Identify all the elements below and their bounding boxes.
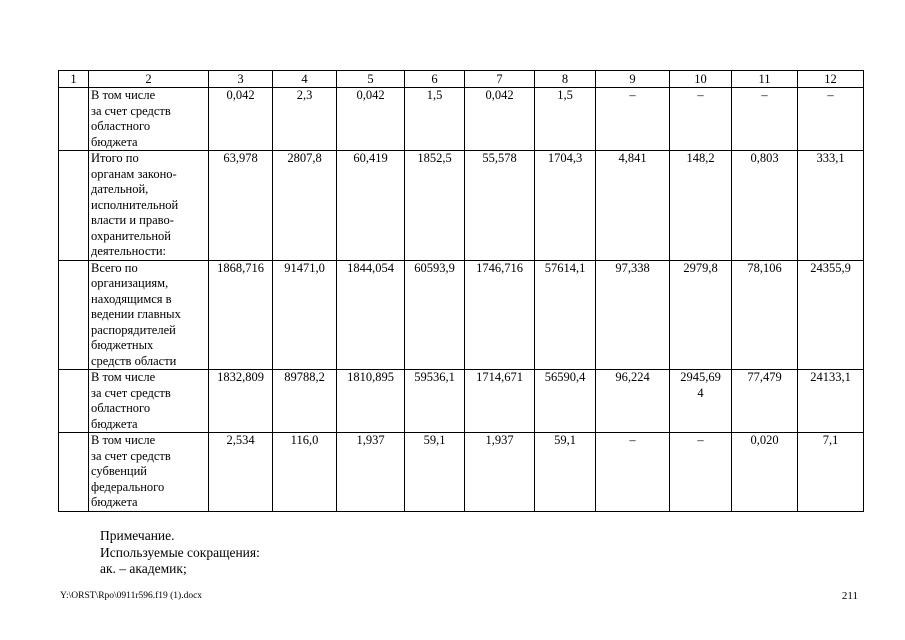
value-cell: 1844,054 — [337, 260, 405, 370]
row-label: В том числе за счет средств областного бюджета — [89, 88, 209, 151]
note-abbreviations-heading: Используемые сокращения: — [100, 544, 260, 560]
table-row — [59, 151, 864, 261]
value-cell: 91471,0 — [273, 260, 337, 370]
value-cell: – — [798, 88, 864, 151]
row-label: В том числе за счет средств субвенций федерального бюджета — [89, 433, 209, 512]
row-number-cell — [59, 260, 89, 370]
value-cell: 59,1 — [535, 433, 596, 512]
column-number: 9 — [596, 71, 670, 88]
row-label: Итого по органам законо- дательной, исполнительной власти и право- охранительной деятельности: — [89, 151, 209, 261]
table-row — [59, 370, 864, 433]
table-row — [59, 88, 864, 151]
value-cell: 2945,69 4 — [670, 370, 732, 433]
value-cell: 89788,2 — [273, 370, 337, 433]
value-cell: 2979,8 — [670, 260, 732, 370]
value-cell: 59,1 — [405, 433, 465, 512]
value-cell: 1852,5 — [405, 151, 465, 261]
column-number: 6 — [405, 71, 465, 88]
value-cell: 1714,671 — [465, 370, 535, 433]
value-cell: 0,042 — [465, 88, 535, 151]
value-cell: 77,479 — [732, 370, 798, 433]
value-cell: 116,0 — [273, 433, 337, 512]
value-cell: 60,419 — [337, 151, 405, 261]
value-cell: 0,042 — [209, 88, 273, 151]
column-number: 4 — [273, 71, 337, 88]
value-cell: 57614,1 — [535, 260, 596, 370]
column-number: 11 — [732, 71, 798, 88]
value-cell: 1746,716 — [465, 260, 535, 370]
value-cell: 2,534 — [209, 433, 273, 512]
row-label: В том числе за счет средств областного бюджета — [89, 370, 209, 433]
value-cell: 59536,1 — [405, 370, 465, 433]
page-number: 211 — [841, 590, 858, 602]
table-row — [59, 260, 864, 370]
value-cell: 24133,1 — [798, 370, 864, 433]
value-cell: 1,937 — [465, 433, 535, 512]
row-number-cell — [59, 151, 89, 261]
value-cell: 2,3 — [273, 88, 337, 151]
value-cell: 56590,4 — [535, 370, 596, 433]
column-number: 3 — [209, 71, 273, 88]
value-cell: 24355,9 — [798, 260, 864, 370]
value-cell: – — [732, 88, 798, 151]
value-cell: 0,020 — [732, 433, 798, 512]
value-cell: – — [670, 88, 732, 151]
column-number: 8 — [535, 71, 596, 88]
value-cell: 333,1 — [798, 151, 864, 261]
value-cell: 1,5 — [535, 88, 596, 151]
value-cell: 1,5 — [405, 88, 465, 151]
note-title: Примечание. — [100, 528, 175, 543]
value-cell: 1704,3 — [535, 151, 596, 261]
value-cell: 60593,9 — [405, 260, 465, 370]
row-number-cell — [59, 370, 89, 433]
value-cell: 148,2 — [670, 151, 732, 261]
value-cell: 1,937 — [337, 433, 405, 512]
value-cell: 2807,8 — [273, 151, 337, 261]
row-label: Всего по организациям, находящимся в ведении главных распорядителей бюджетных средств области — [89, 260, 209, 370]
value-cell: 55,578 — [465, 151, 535, 261]
value-cell: 63,978 — [209, 151, 273, 261]
column-number: 2 — [89, 71, 209, 88]
value-cell: 97,338 — [596, 260, 670, 370]
value-cell: – — [596, 88, 670, 151]
footer-file-path: Y:\ORST\Rpo\0911r596.f19 (1).docx — [60, 591, 203, 601]
column-number: 1 — [59, 71, 89, 88]
note-abbreviation-item: ак. – академик; — [100, 561, 187, 576]
row-number-cell — [59, 433, 89, 512]
table-row — [59, 433, 864, 512]
value-cell: – — [670, 433, 732, 512]
column-number: 12 — [798, 71, 864, 88]
note-block — [100, 528, 260, 578]
column-number: 7 — [465, 71, 535, 88]
value-cell: 4,841 — [596, 151, 670, 261]
value-cell: 1868,716 — [209, 260, 273, 370]
value-cell: 0,803 — [732, 151, 798, 261]
value-cell: 7,1 — [798, 433, 864, 512]
column-number: 10 — [670, 71, 732, 88]
value-cell: 1810,895 — [337, 370, 405, 433]
row-number-cell — [59, 88, 89, 151]
value-cell: 0,042 — [337, 88, 405, 151]
value-cell: 78,106 — [732, 260, 798, 370]
column-number: 5 — [337, 71, 405, 88]
value-cell: 1832,809 — [209, 370, 273, 433]
value-cell: – — [596, 433, 670, 512]
budget-table — [58, 70, 864, 512]
value-cell: 96,224 — [596, 370, 670, 433]
header-row — [59, 71, 864, 88]
